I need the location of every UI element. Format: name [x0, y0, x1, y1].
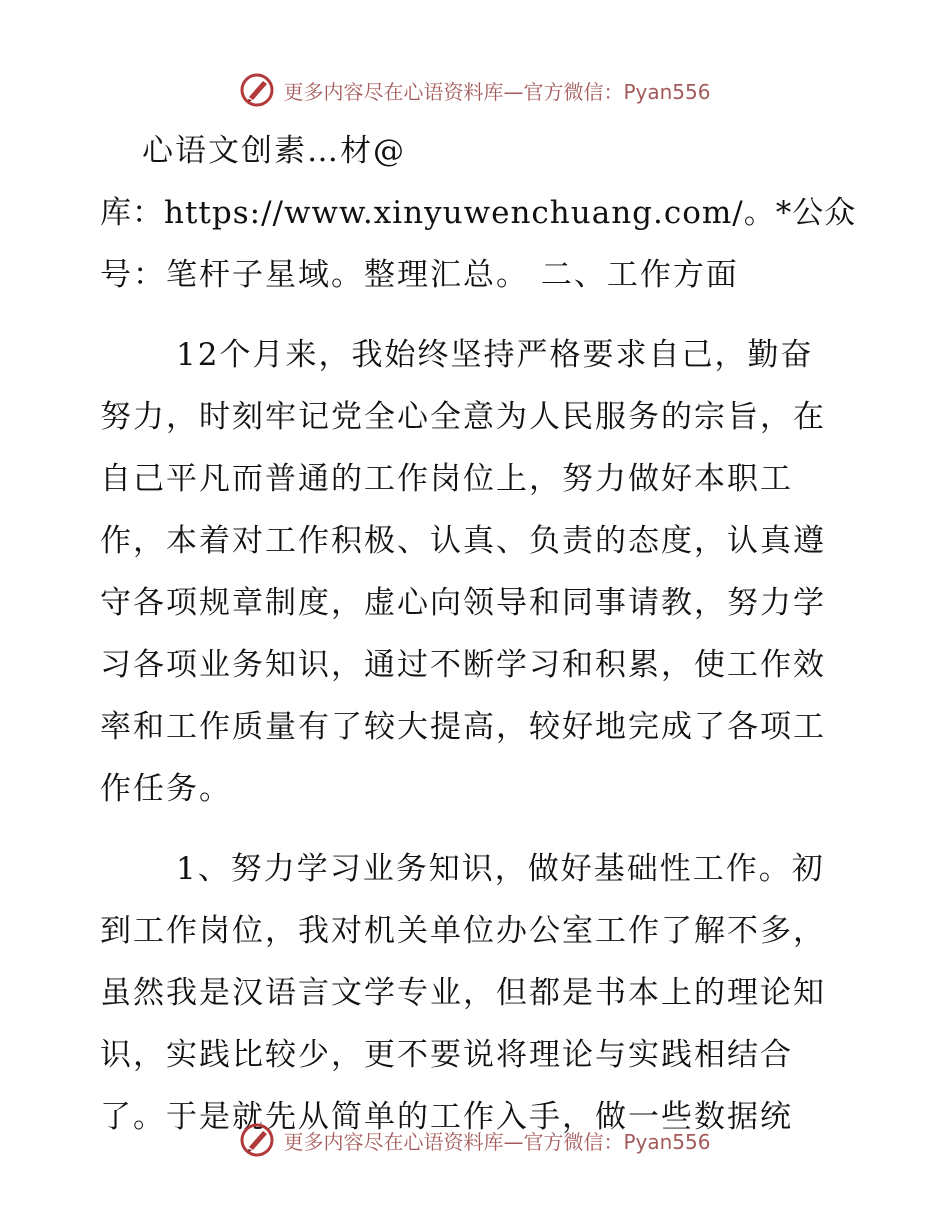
intro-line: 心语文创素…材@: [142, 133, 406, 169]
text-line: 1、努力学习业务知识，做好基础性工作。初: [176, 851, 825, 887]
footer-watermark: [0, 1120, 950, 1160]
text-line: 作，本着对工作积极、认真、负责的态度，认真遵: [100, 523, 826, 559]
paragraph-work-overview: [100, 324, 860, 820]
text-line: 12个月来，我始终坚持严格要求自己，勤奋: [176, 337, 814, 373]
brand-logo-icon: [239, 72, 275, 108]
text-line: 虽然我是汉语言文学专业，但都是书本上的理论知: [100, 975, 826, 1011]
text-line: 到工作岗位，我对机关单位办公室工作了解不多，: [100, 913, 826, 949]
text-line: 识，实践比较少，更不要说将理论与实践相结合: [100, 1037, 793, 1073]
watermark-text: 更多内容尽在心语资料库—官方微信：Pyan556: [283, 1129, 711, 1154]
intro-line: 库：https://www.xinyuwenchuang.com/。*公众: [100, 195, 857, 231]
text-line: 守各项规章制度，虚心向领导和同事请教，努力学: [100, 585, 826, 621]
header-watermark: [0, 70, 950, 110]
watermark-text: 更多内容尽在心语资料库—官方微信：Pyan556: [283, 79, 711, 104]
text-line: 率和工作质量有了较大提高，较好地完成了各项工: [100, 709, 826, 745]
brand-logo-icon: [239, 1122, 275, 1158]
text-line: 努力，时刻牢记党全心全意为人民服务的宗旨，在: [100, 399, 826, 435]
text-line: 作任务。: [100, 771, 232, 807]
text-line: 了。于是就先从简单的工作入手，做一些数据统: [100, 1099, 793, 1135]
text-line: 习各项业务知识，通过不断学习和积累，使工作效: [100, 647, 826, 683]
paragraph-learning: [100, 838, 860, 1148]
text-line: 自己平凡而普通的工作岗位上，努力做好本职工: [100, 461, 793, 497]
document-body: [100, 120, 860, 1148]
intro-line: 号：笔杆子星域。整理汇总。 二、工作方面: [100, 257, 739, 293]
